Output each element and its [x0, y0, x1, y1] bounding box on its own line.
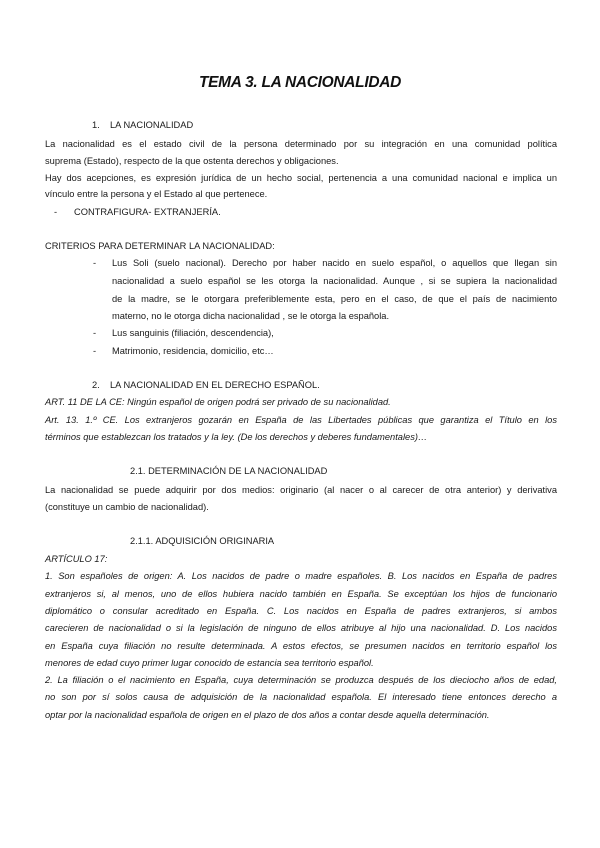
list-item-line: Lus Soli (suelo nacional). Derecho por haber nacido en suelo español, o aquellos que llegan sin [112, 258, 557, 268]
article-17-line: en España cuya filiación no resulte determinada. A estos efectos, se presumen nacidos en territorio español los [45, 641, 557, 651]
list-item: Matrimonio, residencia, domicilio, etc… [112, 346, 274, 356]
paragraph-line: Hay dos acepciones, es expresión jurídica de un hecho social, pertenencia a una comunidad nacional e implica un [45, 173, 557, 183]
article-17-line: diplomático o consular acreditado en España. C. Los nacidos en España de padres extranjeros, si ambos [45, 606, 557, 616]
subsection-2-1-1-heading: 2.1.1. ADQUISICIÓN ORIGINARIA [130, 536, 275, 546]
bullet-dash: - [93, 258, 97, 268]
paragraph-line: vínculo entre la persona y el Estado al que pertenece. [45, 189, 268, 199]
article-17-line: menores de edad cuyo primer lugar conocido de estancia sea territorio español. [45, 658, 374, 668]
bullet-text: CONTRAFIGURA- EXTRANJERÍA. [74, 207, 221, 217]
paragraph-line: La nacionalidad se puede adquirir por dos medios: originario (al nacer o al carecer de otra anterior) y derivativa [45, 485, 557, 495]
article-17-line: optar por la nacionalidad española de origen en el plazo de dos años a contar desde aquella determinación. [45, 710, 490, 720]
article-13-line: Art. 13. 1.º CE. Los extranjeros gozarán en España de las Libertades públicas que garantiza el Título en los [45, 415, 557, 425]
article-13-line: términos que establezcan los tratados y la ley. (De los derechos y deberes fundamentales)… [45, 432, 428, 442]
section-2-number: 2. [92, 380, 100, 390]
section-1-number: 1. [92, 120, 100, 130]
article-17-line: 1. Son españoles de origen: A. Los nacidos de padre o madre españoles. B. Los nacidos en España de padres [45, 571, 557, 581]
bullet-dash: - [54, 207, 58, 217]
bullet-dash: - [93, 346, 97, 356]
list-item-line: nacionalidad a suelo español se les otorga la nacionalidad. Aunque , si se supiera la nacionalidad [112, 276, 557, 286]
articulo-17-label: ARTÍCULO 17: [45, 554, 108, 564]
list-item-line: de la madre, se le otorgara preferiblemente esta, pero en el caso, de que el país de nacimiento [112, 294, 557, 304]
list-item-line: materno, no le otorga dicha nacionalidad , se le otorga la española. [112, 311, 390, 321]
page-title: TEMA 3. LA NACIONALIDAD [198, 74, 402, 91]
section-2-heading: LA NACIONALIDAD EN EL DERECHO ESPAÑOL. [110, 380, 320, 390]
article-17-line: extranjeros si, al menos, uno de ellos hubiera nacido también en España. Se exceptúan los hijos de funcionario [45, 589, 557, 599]
article-17-line: carecieren de nacionalidad o si la legislación de ninguno de ellos atribuye al hijo una nacionalidad. D. Los nacidos [45, 623, 557, 633]
article-17-line: 2. La filiación o el nacimiento en España, cuya determinación se produzca después de los dieciocho años de edad, [45, 675, 557, 685]
criterios-heading: CRITERIOS PARA DETERMINAR LA NACIONALIDAD: [45, 241, 275, 251]
bullet-dash: - [93, 328, 97, 338]
list-item: Lus sanguinis (filiación, descendencia), [112, 328, 274, 338]
paragraph-line: La nacionalidad es el estado civil de la persona determinado por su integración en una comunidad política [45, 139, 557, 149]
paragraph-line: (constituye un cambio de nacionalidad). [45, 502, 209, 512]
subsection-2-1-heading: 2.1. DETERMINACIÓN DE LA NACIONALIDAD [130, 466, 328, 476]
section-1-heading: LA NACIONALIDAD [110, 120, 194, 130]
article-11-text: ART. 11 DE LA CE: Ningún español de origen podrá ser privado de su nacionalidad. [45, 397, 391, 407]
paragraph-line: suprema (Estado), respecto de la que ostenta derechos y obligaciones. [45, 156, 339, 166]
article-17-line: no son por sí solos causa de adquisición de la nacionalidad española. El interesado tiene entonces derecho a [45, 692, 557, 702]
